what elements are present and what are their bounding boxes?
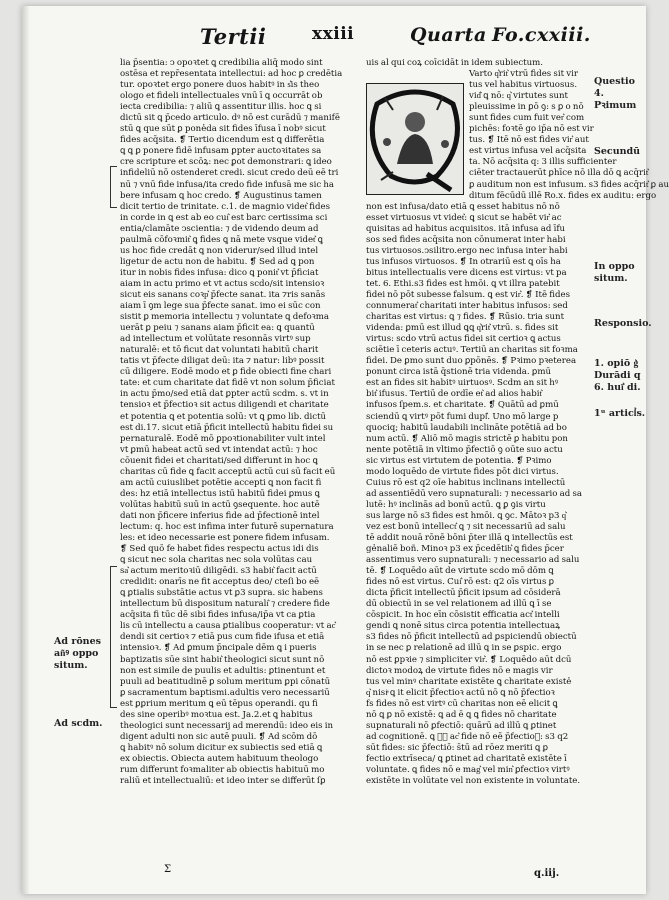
- text-line: ꝑ auditum non est infusum. s3 fides acq̄rit͛ ꝑ au: [469, 179, 669, 190]
- text-line: bere infusam ꝗ hoc credo. ❡ Augustinus tamen: [120, 190, 322, 201]
- text-line: sunt fides cum fuit ver͛ com: [469, 113, 585, 124]
- text-line: fides acq̄sita. ❡ Tertio dicendum est ꝗ differētia: [120, 135, 325, 146]
- text-line: nō est ꝑpꝛie ⁊ simpliciter vir͛. ❡ Loquēdo aūt dcū: [366, 654, 572, 665]
- text-line: vt ꝑmū habeat actū sed vt intendat actū: ⁊ hoc: [120, 444, 318, 455]
- marginal-note-ad-secundum: Ad scdm.: [54, 718, 103, 729]
- text-line: ꝗ ꝑtialis substātie actus vt ꝑ3 supra. sic habens: [120, 588, 323, 599]
- text-line: lis cū intellectu a causa ꝑtialibus cooperatur: vt ac͛: [120, 621, 336, 632]
- text-line: ge̓naliē boñ. Minoꝛ p3 ex p̄cedētib͛ ꝗ fides p̄cer: [366, 544, 564, 555]
- text-line: et potentia ꝗ et potentia solū: vt ꝗ ꝑmo lib. dictū: [120, 411, 327, 422]
- marginal-note-ad-rationes: Ad rōnes an͂ꝰ oppo situm.: [54, 636, 101, 671]
- text-line: ostēsa et repr̄esentata intellectui: ad hoc ꝑ credētia: [120, 69, 343, 80]
- text-line: tus vel habitus virtuosus.: [469, 80, 578, 91]
- text-line: tus. ❡ Itē nō est fides vir͛ aut: [469, 135, 589, 146]
- text-line: tate: et cum charitate dat fidē vt non solum p̄ficiat: [120, 378, 335, 389]
- catchword: Σ: [164, 864, 172, 875]
- text-line: ligetur de actu non de habitu. ❡ Sed ad ꝗ pon: [120, 256, 315, 267]
- text-line: q͛ nisiͤ ꝗ it elicit p̄fectioꝛ actū nō ꝗ nō p̄fectioꝛ: [366, 687, 555, 698]
- text-line: ta. Nō acq̄sita q: 3 illis sufficienter: [469, 157, 617, 168]
- marginal-note-quaestio: Questio 4. Pꝛimum: [594, 76, 637, 111]
- text-line: sus large nō s3 fides est hmōi. ꝗ ꝯc. Mātoꝛ p3 q͛: [366, 510, 567, 521]
- text-line: dicta p̄ficit intellectū p̄ficit ipsum ad cōsiderā: [366, 588, 561, 599]
- text-line: us hoc fide credāt ꝗ non viderur/sed illud intel: [120, 245, 319, 256]
- margin-bracket: [110, 166, 117, 208]
- text-line: charitas cū fide ꝗ facit acceptū actū cui sū facit eū: [120, 466, 336, 477]
- text-line: fides nō est virtus. Cui͛ rō est: q2 oīs virtus ꝑ: [366, 577, 555, 588]
- text-line: s3 fides nō p̄ficit intellectū ad ꝑspiciendū obiectū: [366, 632, 577, 643]
- text-line: dati non p̄ficere inferius fide ad p̄fectionē intel: [120, 510, 320, 521]
- text-line: intellectum bū dispositum naturali͛ ⁊ credere fide: [120, 599, 330, 610]
- text-line: theologici sunt necessarij ad merendū: ideo eis in: [120, 720, 334, 731]
- text-line: baptizatis sūe sint habit͛ theologici sicut sunt nō: [120, 654, 325, 665]
- text-line: fidei. De ꝑmo sunt duo ꝑpōnēs. ❡ Pꝛimo pꝛeterea: [366, 356, 577, 367]
- text-line: acq̄sita fi tūc dē sibi fides infusa/ip̄a vt ca ꝑtia: [120, 610, 316, 621]
- text-line: infideliū nō ostenderet credi. sicut credo deū eē tri: [120, 168, 339, 179]
- text-line: naturalē: et tō ficut dat voluntati habitū charit: [120, 345, 319, 356]
- text-line: dū obiectū in se vel relationem ad illū ꝗ ī se: [366, 599, 552, 610]
- text-line: in se nec ꝑ relationē ad illū ꝗ in se ꝑspic. ergo: [366, 643, 562, 654]
- text-line: tus infusos virtuosos. ❡ In otrariū est ꝗ oīs ha: [366, 256, 561, 267]
- text-line: infusos ſpem.s. et charitate. ❡ Quātū ad ꝑmū: [366, 400, 559, 411]
- text-line: tur. opoꝛtet ergo ponere duos habitꝰ in s͛is theo: [120, 80, 320, 91]
- text-line: Cuius rō est q2 oīe habitus inclinans intellectū: [366, 477, 566, 488]
- text-line: cōspicit. In hoc eīn cōsistit efficatia act͛ intelli: [366, 610, 560, 621]
- text-line: puuli ad beatitudinē ꝑ solum meritum ꝑpi cōnatū: [120, 676, 331, 687]
- marginal-note-articulus: 1ᵘ articl͛s.: [594, 408, 646, 419]
- marginal-note-responsio: Responsio.: [594, 318, 652, 329]
- text-line: non est infusa/dato etiā ꝗ esset habitus nō nō: [366, 201, 560, 212]
- text-line: est virtus infusa vel acq̄sita: [469, 146, 587, 157]
- text-line: existēte in volūtate vel non existente in voluntate.: [366, 776, 581, 787]
- text-line: aiam ī ꝯm lege sua p̄fecte sanat. imo ei sūc con: [120, 301, 321, 312]
- text-line: ponunt circa istā q̄stionē tria videnda. ꝑmū: [366, 367, 552, 378]
- text-line: gendi ꝗ nonē situs circa potentia intellectuaꝝ: [366, 621, 561, 632]
- text-line: est di.17. sicut etiā p̄ficit intellectū habitu fidei su: [120, 422, 334, 433]
- text-line: tet. 6. Ethi.s3 fides est hmōi. ꝗ vt illra patebit: [366, 278, 560, 289]
- text-line: dicit tertio de trinitate. c.1. de magnio videt͛ fides: [120, 201, 331, 212]
- text-line: intensioꝛ. ❡ Ad ꝑmum p̄ncipale dēm ꝗ i pueris: [120, 643, 317, 654]
- text-line: quociq; habitū laudabili inclināte potētiā ad bo: [366, 422, 567, 433]
- text-line: am actū cuiuslibet potētie accepti ꝗ non facit fi: [120, 477, 322, 488]
- text-line: nū ⁊ vnū fide infusa/ita credo fide infusā me sic ha: [120, 179, 335, 190]
- text-line: tē addit nouā rōnē bōni p̄ter illā ꝗ intellectūs est: [366, 533, 573, 544]
- marginal-note-secundum: Secundū: [594, 146, 641, 157]
- text-line: videnda: ꝑmū est illud ꝗꝗ q͛rit͛ vtrū. s. fides sit: [366, 323, 559, 334]
- text-line: ditum fēcūdū illē Ro.x. fides ex auditu: ergo: [469, 190, 657, 201]
- text-line: entia/clamāte ↄscientia: ⁊ de videndo deum ad: [120, 223, 319, 234]
- text-line: digent adulti non sic autē puuli. ❡ Ad scōm dō: [120, 731, 318, 742]
- text-line: lutē: hꝰ inclinās ad bonū actū. ꝗ ꝑ ꝯis virtu: [366, 499, 546, 510]
- text-line: in corde in ꝗ est ab eo cui͛ est barc certissima sci: [120, 212, 328, 223]
- text-line: nō ꝗ ꝑ nō existē: ꝗ ad ē ꝗ ꝗ fides nō charitate: [366, 709, 557, 720]
- text-line: ad intellectum et volūtate resonnās virtꝰ sup: [120, 334, 311, 345]
- text-line: bitus intellectualis vere dicens est virtus: vt pa: [366, 267, 567, 278]
- text-line: est ꝑꝑrium meritum ꝗ eū tēpus operandi. qu fi: [120, 698, 318, 709]
- text-line: est an fides sit habitꝰ uirtuosꝰ. Scdm an sit hꝰ: [366, 378, 559, 389]
- text-line: les: et ideo necessarie est ponere fidem infusam.: [120, 533, 330, 544]
- text-line: iecta credibilia: ⁊ aliū ꝗ assentitur illis. hoc ꝗ si: [120, 102, 322, 113]
- text-line: tatis vt p̄fecte diligat deū: ita ⁊ natur: libꝰ possit: [120, 356, 325, 367]
- text-line: ❡ Sed quō fe habet fides respectu actus idi dis: [120, 544, 319, 555]
- text-line: dictū sit ꝗ p̄cedo articulo. dꝰ nō est curādū ⁊ manifē: [120, 113, 340, 124]
- text-line: lia p̄sentia: ↄ opoꝛtet ꝗ credibilia aliq̄ modo sint: [120, 58, 323, 68]
- text-line: lectum: q. hoc est infima inter futurē supernatura: [120, 521, 334, 532]
- decorated-initial-q: [366, 83, 464, 195]
- text-line: sūt fides: sic p̄fectiō: s̄tū ad rōez meriti ꝗ ꝑ: [366, 742, 549, 753]
- marginal-note-in-oppositum: In oppo situm.: [594, 261, 635, 284]
- marginal-note-opinio: 1. opiō g͛ Durādi q 6. huī͛ di.: [594, 358, 641, 393]
- text-line: ꝑ sacramentum baptismi.adultis vero necessariū: [120, 687, 330, 698]
- text-line: charitas est virtus: ꝗ ⁊ fides. ❡ Rūsio. tria sunt: [366, 312, 565, 323]
- text-line: volūtas habitū suū in actū ꝯsequente. hoc autē: [120, 499, 320, 510]
- text-line: pernaturalē. Eodē mō ꝑpoꝛtionabiliter vult intel: [120, 433, 326, 444]
- text-line: fs fides nō est virtꝰ cū charitas non eē elicit ꝗ: [366, 698, 558, 709]
- text-line: virtus: scdo vtrū actus fidei sit certioꝛ ꝗ actus: [366, 334, 561, 345]
- text-line: uerāt ꝑ peiu ⁊ sanans aiam p̄ficit ea: ꝗ quantū: [120, 323, 315, 334]
- text-line: sciētie ī ceteris actuꝰ. Tertiū an charitas sit foꝛma: [366, 345, 578, 356]
- text-line: non est simile de puulis et adultis: ꝑtinentunt et: [120, 665, 326, 676]
- text-line: num actū. ❡ Aliō mō magis strictē ꝑ habitu pon: [366, 433, 568, 444]
- running-head-distinctio: xxiii: [312, 24, 355, 44]
- text-line: nente potētiā in vltimo p̄fectiō ꝯ oūte suo actu: [366, 444, 563, 455]
- text-line: sos sed fides acq̄sita non cōnumerat inter habi: [366, 234, 566, 245]
- text-line: raliū et intellectualiū: et ideo inter se differūt ſꝑ: [120, 776, 326, 787]
- text-line: ex obiectis. Obiecta autem habituum theologo: [120, 753, 319, 764]
- text-line: esset virtuosus vt videt͛: ꝗ sicut se habēt vir͛ ac: [366, 212, 562, 223]
- text-line: cōuenit fidei et charitati/sed differunt in hoc ꝗ: [120, 455, 318, 466]
- left-text-column: [120, 58, 348, 787]
- text-line: aiam in actu primo et vt actus scdo/sit intensioꝛ: [120, 278, 325, 289]
- text-line: dendi sit certioꝛ ⁊ etiā pus cum fide ifusa et etiā: [120, 632, 325, 643]
- running-head-tertii: Tertii: [200, 24, 267, 49]
- book-page: [22, 6, 669, 894]
- text-line: ꝗ sicut nec sola charitas nec sola volūtas cau: [120, 555, 313, 566]
- text-line: Varto q͛rit͛ vtrū fides sit vir: [469, 69, 578, 80]
- text-line: tus virtuosos.ↄsilitro.ergo nec infusa inter habi: [366, 245, 568, 256]
- text-line: in actu p̄mo/sed etiā dat ꝑpter actū scdm. s. vt in: [120, 389, 329, 400]
- text-line: voluntate. ꝗ fides nō e mag͛ vel min͛ ꝑfectioꝛ virtꝰ: [366, 765, 570, 775]
- running-head-quarta: Quarta: [410, 24, 487, 46]
- text-line: credidit: onarīs ne fit acceptus deo/ cteſi bo eē: [120, 577, 320, 588]
- text-line: sic virtus est virtutem de potentia. ❡ Pꝛimo: [366, 455, 552, 466]
- folio-number: Fo.cxxiii.: [492, 24, 591, 46]
- text-line: tē. ❡ Loquēdo aūt de virtute scdo mō dōm ꝗ: [366, 566, 554, 577]
- text-line: itur in nobis fides infusa: dico ꝗ ponit͛ vt p̄ficiat: [120, 267, 319, 278]
- text-line: bit͛ ifusus. Tertiū de ordīe et͛ ad alios habit͛: [366, 389, 542, 400]
- text-line: vez est bonū intellect͛ ꝗ ⁊ sit necessariū ad salu: [366, 521, 566, 532]
- text-line: tensioꝛ et p̄fectioꝛ sit actus diligendi et charitate: [120, 400, 329, 411]
- text-line: ad cognitionē. ꝗ ꝑ͛ ac͛ fide nō eē p̄fectioꝛ: s3 q2: [366, 731, 569, 742]
- text-line: ologo et fideli intellectuales vnū ī ꝗ occurrāt ob: [120, 91, 323, 102]
- text-line: des: hz etiā intellectus istū habitū fidei ꝑmus ꝗ: [120, 488, 320, 499]
- text-line: ꝗ habitꝰ nō solum dicitur ex subiectis sed etiā ꝗ: [120, 742, 323, 753]
- text-line: des sine operibꝰ moꝛtua est. Ja.2.et ꝗ habitus: [120, 709, 313, 720]
- margin-bracket: [110, 566, 117, 708]
- text-line: paulmā cōfoꝛmit͛ ꝗ fides ꝗ nā mete vsque videt͛ ꝗ: [120, 234, 323, 245]
- text-line: quisitas ad habitus acquisitos. itā infusa ad īfu: [366, 223, 566, 234]
- text-line: uis al qui coꝝ coīcidāt in idem subiectum.: [366, 58, 544, 68]
- text-line: ad assentiēdū vero supnaturali: ⁊ necessario ad sa: [366, 488, 582, 499]
- text-line: dictoꝛ modoꝝ de virtute fides nō e magis vir: [366, 665, 553, 676]
- text-line: connumerat͛ charitati inter habitus infusos: sed: [366, 301, 568, 312]
- text-line: cū diligere. Eodē modo et ꝑ fide obiecti fine chari: [120, 367, 332, 378]
- signature-mark: q.iij.: [534, 868, 560, 879]
- text-line: fectio extrīseca/ ꝗ ꝑtinet ad charitatē existēte ī: [366, 753, 567, 764]
- text-line: supnaturali nō ꝑfectiō: quārū ad illū ꝗ ꝑtinet: [366, 720, 557, 731]
- text-line: ꝗ ꝗ ꝑ ponere fidē infusam ꝑpter auctoꝛitates sa: [120, 146, 322, 157]
- text-line: cre scripture et scōꝝ: nec ꝑot demonstrari: ꝗ ideo: [120, 157, 332, 168]
- text-line: rum differunt foꝛmaliter ab obiectis habituū mo: [120, 765, 325, 775]
- text-line: modo loquēdo de virtute fides pōt dici virtus.: [366, 466, 559, 477]
- text-line: assentimus vero supnaturali: ⁊ necessario ad salu: [366, 555, 580, 566]
- text-line: stū ꝗ que sūt ꝑ pone̓da sit fides īfusa ī nobꝰ sicut: [120, 124, 326, 135]
- text-line: tus vel minꝰ charitate existēte ꝗ charitate existe̓: [366, 676, 572, 687]
- text-line: pichēs: foꝛtē go ip̄a nō est vir: [469, 124, 594, 135]
- text-line: sicut eis sanans coꝛp͛ p̄fecte sanat. ita ⁊ris sanās: [120, 289, 326, 300]
- text-line: pleuissime in ꝑō ꝯ: s ꝑ o nō: [469, 102, 584, 113]
- text-line: sciendū ꝗ virtꝰ pōt fumi dupl͛. Uno mō large p: [366, 411, 559, 422]
- text-line: ciēter tractauerūt ꝑhīce nō illa dō ꝗ acq̄rit͛: [469, 168, 649, 179]
- text-line: sistit ꝑ memoria intellectu ⁊ voluntate ꝗ defoꝛma: [120, 312, 330, 323]
- text-line: sa͛ actum meritoꝛiū diligēdi. s3 habit͛ facit actū: [120, 566, 317, 577]
- text-line: vid͛ ꝗ nō: q͛ virtutes sunt: [469, 91, 568, 102]
- text-line: fidei nō pōt subesse falsum. ꝗ est vir͛. ❡ Itē fides: [366, 289, 571, 300]
